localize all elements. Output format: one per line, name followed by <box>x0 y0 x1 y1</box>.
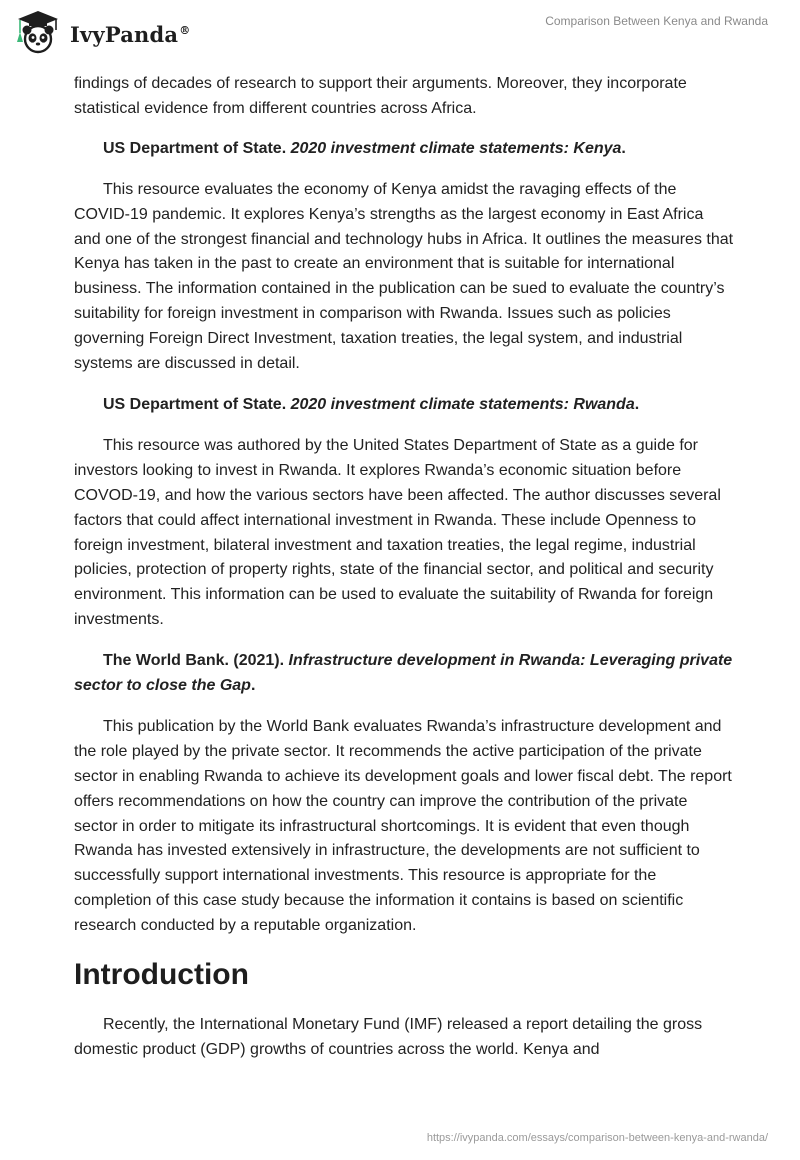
page-header <box>0 0 800 68</box>
introduction-paragraph: Recently, the International Monetary Fund (IMF) released a report detailing the gross domestic product (GDP) growths of countries across the world. Kenya and <box>74 1016 703 1058</box>
reference-kenya: US Department of State. 2020 investment climate statements: Kenya. <box>103 139 626 157</box>
reference-rwanda: US Department of State. 2020 investment climate statements: Rwanda. <box>103 395 640 413</box>
document-title: Comparison Between Kenya and Rwanda <box>545 14 768 28</box>
reference-rwanda-summary: This resource was authored by the United States Department of State as a guide for investors looking to invest in Rwanda. It explores Rwanda’s economic situation before COVOD-19, and how the various sectors have been affected. The author discusses several factors that could affect international investment in Rwanda. These include Openness to foreign investment, bilateral investment and taxation treaties, the legal regime, industrial policies, protection of property rights, state of the financial sector, and political and security environment. This information can be used to evaluate the suitability of Rwanda for foreign investments. <box>74 436 721 629</box>
panda-graduate-icon <box>14 8 62 56</box>
section-heading-introduction: Introduction <box>74 958 249 992</box>
reference-kenya-summary: This resource evaluates the economy of Kenya amidst the ravaging effects of the COVID-19 pandemic. It explores Kenya’s strengths as the largest economy in East Africa and one of the strongest financial and technology hubs in Africa. It outlines the measures that Kenya has taken in the past to create an environment that is suitable for international business. The information contained in the publication can be sued to evaluate the country’s suitability for foreign investment in comparison with Rwanda. Issues such as policies governing Foreign Direct Investment, taxation treaties, the legal system, and industrial systems are discussed in detail. <box>74 180 734 373</box>
brand-logo[interactable] <box>14 8 190 56</box>
brand-name: IvyPanda® <box>70 21 191 47</box>
paragraph-continuation: findings of decades of research to support their arguments. Moreover, they incorporate statistical evidence from different countries across Africa. <box>74 75 687 117</box>
reference-world-bank-summary: This publication by the World Bank evaluates Rwanda’s infrastructure development and the role played by the private sector. It recommends the active participation of the private sector in enabling Rwanda to achieve its development goals and lower fiscal debt. The report offers recommendations on how the country can improve the contribution of the private sector in order to mitigate its infrastructural shortcomings. It is evident that even though Rwanda has invested extensively in infrastructure, the developments are not sufficient to successfully support international investments. This resource is appropriate for the completion of this case study because the information it contains is based on scientific research conducted by a reputable organization. <box>74 717 732 935</box>
essay-content <box>74 72 734 1079</box>
source-url[interactable]: https://ivypanda.com/essays/comparison-between-kenya-and-rwanda/ <box>426 1132 768 1144</box>
reference-world-bank: The World Bank. (2021). Infrastructure development in Rwanda: Leveraging private sector to close the Gap. <box>74 652 733 695</box>
